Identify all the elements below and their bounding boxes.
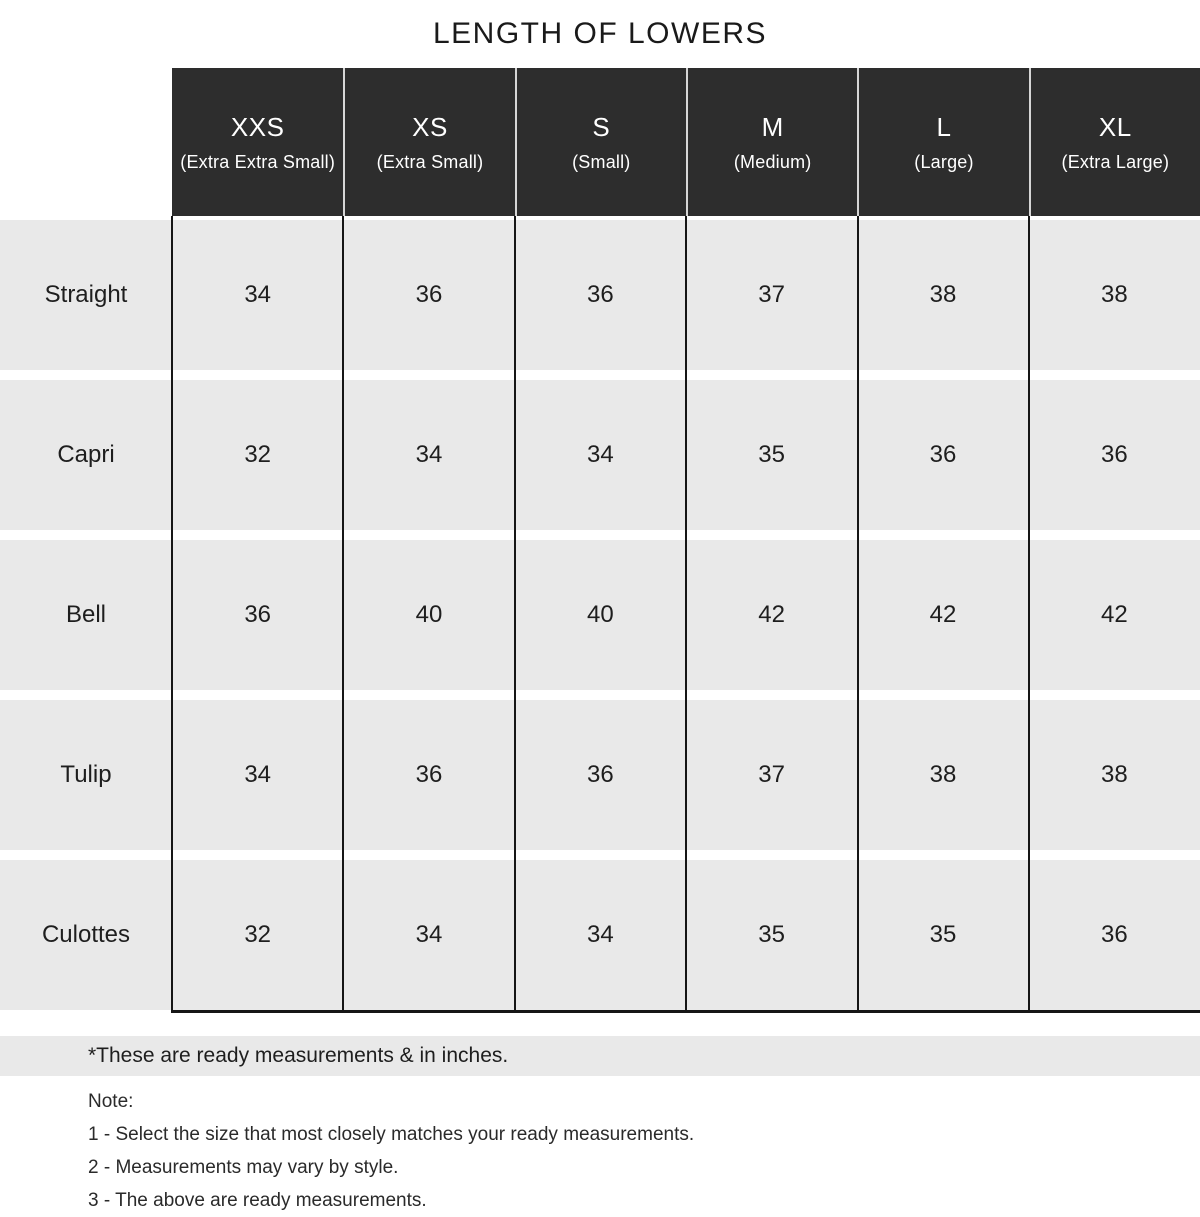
table-row-tulip: [0, 700, 1200, 850]
page-title: LENGTH OF LOWERS: [432, 17, 768, 50]
column-divider: [514, 216, 516, 1010]
size-value-cell: 42: [929, 601, 957, 628]
column-header-xs: [343, 68, 514, 216]
table-row-straight: [0, 220, 1200, 370]
size-code: M: [761, 111, 784, 142]
size-code: XS: [412, 111, 448, 142]
row-label: Bell: [65, 601, 107, 628]
size-subtitle: (Extra Extra Small): [180, 151, 336, 172]
size-value-cell: 36: [244, 601, 272, 628]
table-row-bell: [0, 540, 1200, 690]
column-divider: [857, 216, 859, 1010]
size-subtitle: (Large): [914, 151, 974, 172]
size-table: [0, 68, 1200, 1013]
size-value-cell: 35: [758, 441, 785, 468]
size-value-cell: 40: [415, 601, 443, 628]
size-code: S: [592, 111, 611, 142]
size-value-cell: 37: [758, 761, 785, 788]
row-label: Straight: [44, 281, 128, 308]
size-code: XL: [1098, 111, 1132, 142]
size-value-cell: 38: [1100, 761, 1128, 788]
column-header-l: [857, 68, 1028, 216]
size-value-cell: 35: [758, 921, 785, 948]
column-header-m: [686, 68, 857, 216]
size-value-cell: 34: [244, 281, 272, 308]
size-value-cell: 38: [1100, 281, 1128, 308]
size-value-cell: 36: [586, 761, 614, 788]
size-value-cell: 36: [415, 761, 443, 788]
table-header-row: [0, 68, 1200, 216]
column-divider: [171, 216, 173, 1010]
size-value-cell: 36: [586, 281, 614, 308]
size-value-cell: 42: [1100, 601, 1128, 628]
size-value-cell: 35: [929, 921, 957, 948]
column-header-xxs: [172, 68, 343, 216]
column-header-xl: [1029, 68, 1200, 216]
size-value-cell: 34: [586, 921, 614, 948]
size-value-cell: 34: [415, 441, 443, 468]
size-value-cell: 42: [758, 601, 785, 628]
size-value-cell: 36: [415, 281, 443, 308]
size-value-cell: 34: [415, 921, 443, 948]
size-subtitle: (Extra Large): [1061, 151, 1170, 172]
column-divider: [342, 216, 344, 1010]
column-divider: [1028, 216, 1030, 1010]
size-code: XXS: [230, 111, 285, 142]
size-value-cell: 36: [929, 441, 957, 468]
size-value-cell: 36: [1100, 441, 1128, 468]
note-item: 1 - Select the size that most closely matches your ready measurements.: [88, 1124, 695, 1145]
row-label: Tulip: [60, 761, 112, 788]
corner-cell: [0, 68, 172, 216]
notes-block: [88, 1085, 1200, 1217]
column-header-s: [515, 68, 686, 216]
note-item: 3 - The above are ready measurements.: [88, 1190, 427, 1211]
size-value-cell: 36: [1100, 921, 1128, 948]
footnote-strip: [0, 1036, 1200, 1076]
size-value-cell: 34: [244, 761, 272, 788]
size-subtitle: (Small): [572, 151, 631, 172]
size-value-cell: 38: [929, 281, 957, 308]
size-value-cell: 38: [929, 761, 957, 788]
note-item: 2 - Measurements may vary by style.: [88, 1157, 399, 1178]
row-label: Capri: [57, 441, 115, 468]
table-row-culottes: [0, 860, 1200, 1010]
size-value-cell: 32: [244, 921, 272, 948]
size-value-cell: 32: [244, 441, 272, 468]
size-value-cell: 34: [586, 441, 614, 468]
size-value-cell: 37: [758, 281, 785, 308]
size-value-cell: 40: [586, 601, 614, 628]
table-row-capri: [0, 380, 1200, 530]
notes-heading: Note:: [88, 1091, 134, 1112]
table-bottom-border: [171, 1010, 1200, 1013]
size-subtitle: (Medium): [733, 151, 812, 172]
size-subtitle: (Extra Small): [376, 151, 484, 172]
row-label: Culottes: [41, 921, 131, 948]
footnote-text: *These are ready measurements & in inches.: [88, 1044, 509, 1067]
column-divider: [685, 216, 687, 1010]
size-code: L: [936, 111, 952, 142]
